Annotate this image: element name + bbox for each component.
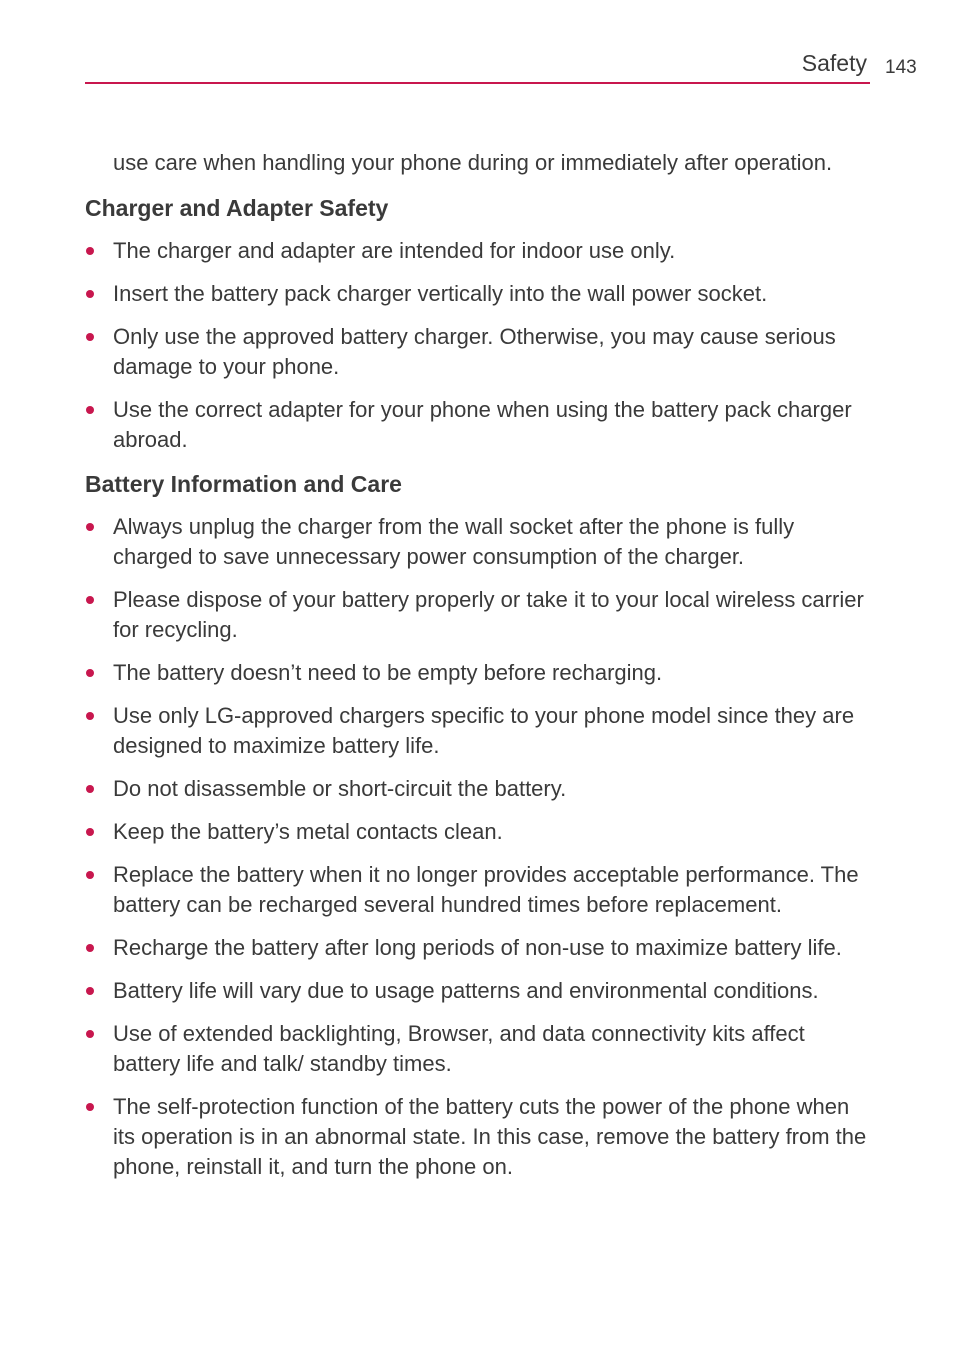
- list-item-text: Use only LG-approved chargers specific to your phone model since they are designed to maximize battery life.: [113, 703, 855, 758]
- list-item: [85, 701, 875, 761]
- bullet-icon: [86, 712, 94, 720]
- list-item: [85, 658, 875, 688]
- bullet-icon: [86, 523, 94, 531]
- bullet-icon: [86, 828, 94, 836]
- list-item: [85, 976, 875, 1006]
- list-item: [85, 933, 875, 963]
- list-item: [85, 322, 875, 382]
- list-item-text: Only use the approved battery charger. Otherwise, you may cause serious damage to your phone.: [113, 324, 836, 379]
- bullet-icon: [86, 333, 94, 341]
- bullet-icon: [86, 1030, 94, 1038]
- bullet-icon: [86, 669, 94, 677]
- section-heading: Battery Information and Care: [85, 471, 402, 497]
- page-content: [85, 148, 875, 1195]
- section-battery-information-care: [85, 468, 875, 1182]
- bullet-icon: [86, 406, 94, 414]
- list-item: [85, 395, 875, 455]
- list-item: [85, 1019, 875, 1079]
- list-item: [85, 1092, 875, 1182]
- bullet-icon: [86, 871, 94, 879]
- page-number: 143: [885, 57, 917, 78]
- bullet-list: [85, 512, 875, 1182]
- bullet-icon: [86, 944, 94, 952]
- list-item-text: Use of extended backlighting, Browser, and data connectivity kits affect battery life and talk/ standby times.: [113, 1021, 805, 1076]
- list-item-text: The battery doesn’t need to be empty before recharging.: [113, 660, 663, 685]
- page-header: [85, 48, 870, 84]
- section-title: Safety: [801, 50, 867, 76]
- bullet-icon: [86, 987, 94, 995]
- list-item-text: The charger and adapter are intended for indoor use only.: [113, 238, 676, 263]
- bullet-icon: [86, 1103, 94, 1111]
- continued-paragraph: use care when handling your phone during or immediately after operation.: [113, 150, 833, 175]
- list-item-text: Replace the battery when it no longer provides acceptable performance. The battery can be recharged several hundred times before replacement.: [113, 862, 859, 917]
- list-item: [85, 860, 875, 920]
- list-item: [85, 236, 875, 266]
- section-charger-adapter-safety: [85, 192, 875, 455]
- list-item: [85, 512, 875, 572]
- list-item-text: The self-protection function of the battery cuts the power of the phone when its operation is in an abnormal state. In this case, remove the battery from the phone, reinstall it, and turn the phone on.: [113, 1094, 867, 1179]
- bullet-icon: [86, 785, 94, 793]
- list-item-text: Recharge the battery after long periods of non-use to maximize battery life.: [113, 935, 842, 960]
- list-item-text: Please dispose of your battery properly or take it to your local wireless carrier for recycling.: [113, 587, 864, 642]
- bullet-list: [85, 236, 875, 455]
- bullet-icon: [86, 247, 94, 255]
- list-item: [85, 279, 875, 309]
- list-item: [85, 817, 875, 847]
- bullet-icon: [86, 290, 94, 298]
- list-item: [85, 585, 875, 645]
- list-item-text: Battery life will vary due to usage patterns and environmental conditions.: [113, 978, 819, 1003]
- list-item-text: Keep the battery’s metal contacts clean.: [113, 819, 503, 844]
- list-item-text: Use the correct adapter for your phone when using the battery pack charger abroad.: [113, 397, 852, 452]
- list-item: [85, 774, 875, 804]
- bullet-icon: [86, 596, 94, 604]
- list-item-text: Insert the battery pack charger vertically into the wall power socket.: [113, 281, 768, 306]
- list-item-text: Do not disassemble or short-circuit the battery.: [113, 776, 567, 801]
- list-item-text: Always unplug the charger from the wall socket after the phone is fully charged to save unnecessary power consumption of the charger.: [113, 514, 795, 569]
- section-heading: Charger and Adapter Safety: [85, 195, 389, 221]
